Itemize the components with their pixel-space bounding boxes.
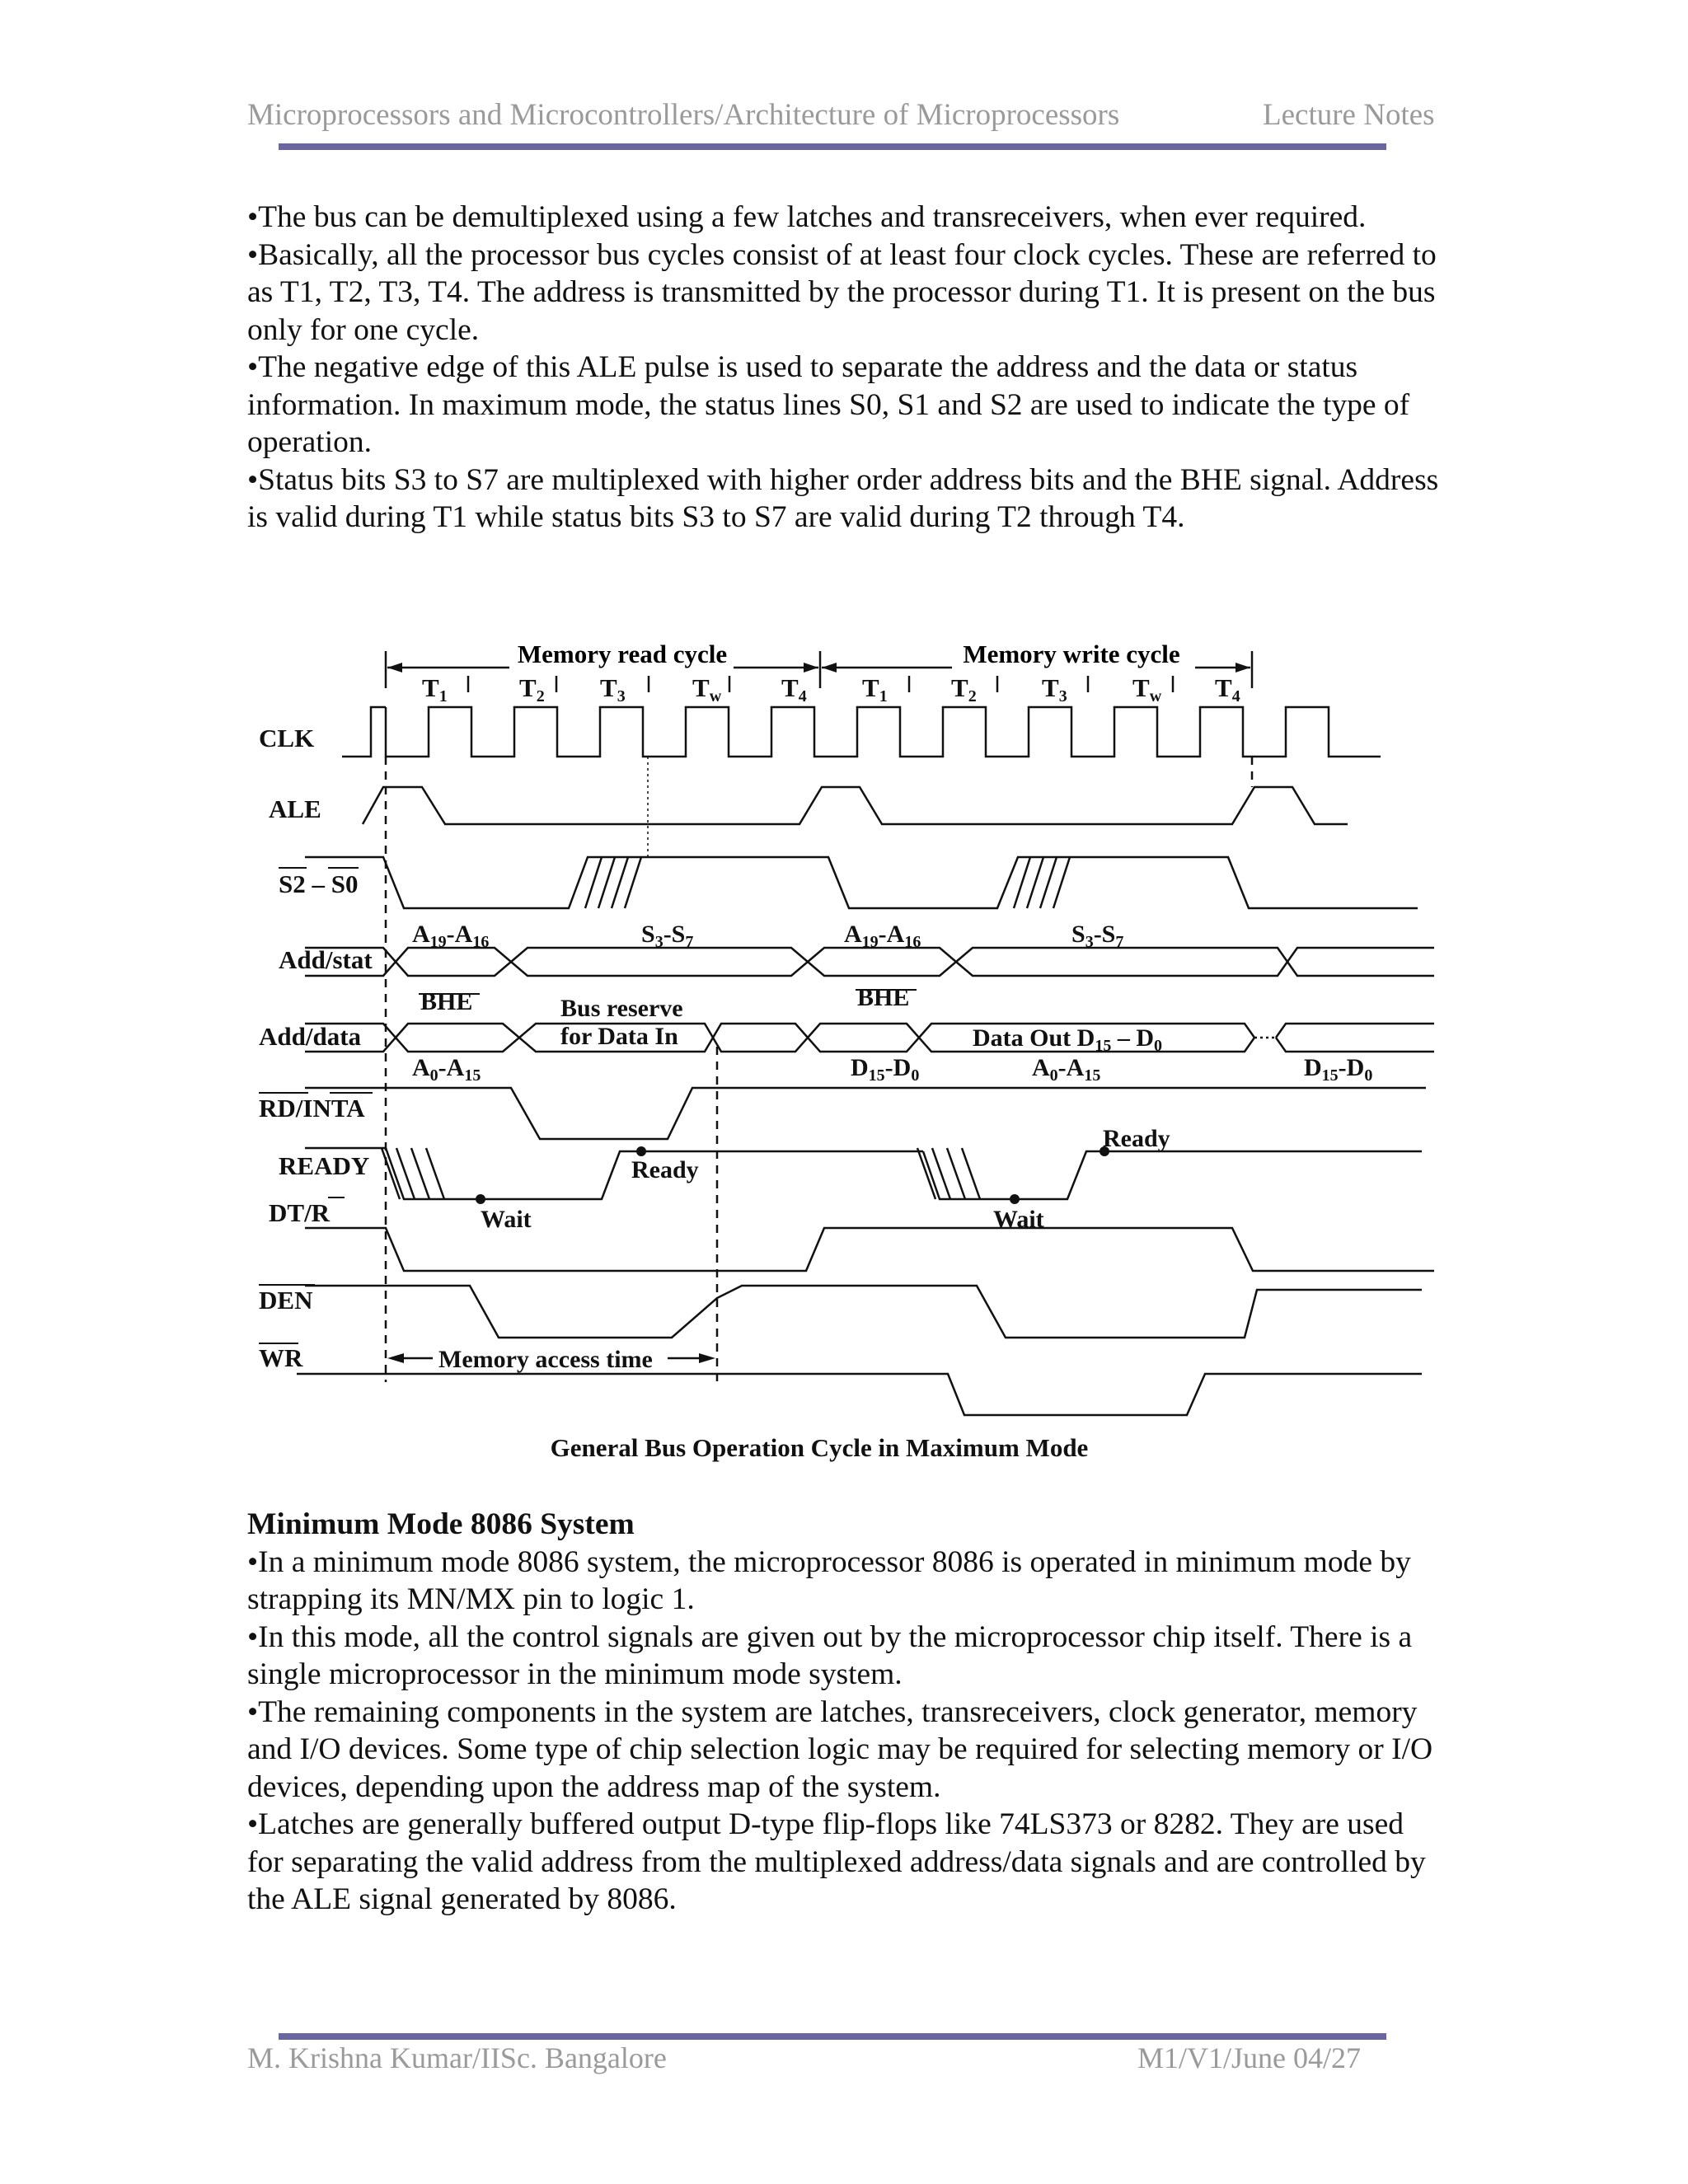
state-t2: T2	[951, 673, 977, 705]
signal-ready: READY	[279, 1151, 370, 1180]
state-t3: T3	[1042, 673, 1067, 705]
minimum-mode-section	[247, 1506, 1442, 1919]
state-tw: Tw	[692, 673, 722, 705]
intro-paragraph: •The bus can be demultiplexed using a few latches and transreceivers, when ever required.	[247, 200, 1367, 234]
state-t1: T1	[422, 673, 448, 705]
intro-paragraph: •The negative edge of this ALE pulse is used to separate the address and the data or status information. In maximum mode, the status lines S0, S1 and S2 are used to indicate the type of operation.	[247, 350, 1410, 459]
state-t3: T3	[600, 673, 626, 705]
footer-rule	[279, 2033, 1386, 2040]
label-bus-reserve: for Data In	[560, 1023, 678, 1050]
signal-ale: ALE	[269, 794, 321, 823]
read-cycle-label: Memory read cycle	[517, 640, 728, 668]
label-wait: Wait	[481, 1206, 532, 1233]
label-ready: Ready	[631, 1156, 699, 1183]
label-bhe: BHE	[857, 984, 910, 1011]
intro-paragraph: •Status bits S3 to S7 are multiplexed with higher order address bits and the BHE signal. Address is valid during T1 while status bits S3 to S7 are valid during T2 through T4.	[247, 462, 1439, 534]
header-rule	[279, 143, 1386, 150]
signal-s2-s0: S2 – S0	[279, 869, 359, 898]
label-ready: Ready	[1103, 1125, 1170, 1152]
label-a0-a15: $A_0-A_{15}$	[1032, 1054, 1101, 1085]
signal-add-stat: Add/stat	[279, 945, 373, 974]
footer-author: M. Krishna Kumar/IISc. Bangalore	[247, 2041, 667, 2074]
bus-timing-diagram	[247, 630, 1442, 1471]
label-memory-access-time: Memory access time	[438, 1346, 653, 1373]
intro-text	[247, 199, 1442, 537]
label-s3-s7: $S_3-S_7$	[1071, 921, 1124, 951]
label-d15-d0: $D_{15}-D_0$	[1304, 1054, 1373, 1085]
state-t1: T1	[862, 673, 888, 705]
signal-dt-r: DT/R	[269, 1198, 331, 1227]
state-tw: Tw	[1132, 673, 1162, 705]
state-t4: T4	[781, 673, 807, 705]
section-heading: Minimum Mode 8086 System	[247, 1507, 635, 1541]
label-wait: Wait	[993, 1206, 1044, 1233]
section-paragraph: •The remaining components in the system are latches, transreceivers, clock generator, memory and I/O devices. Some type of chip selection logic may be required for selecting memory or I/O devices, depending upon the address map of the system.	[247, 1694, 1433, 1804]
signal-add-data: Add/data	[259, 1022, 362, 1051]
header-title: Microprocessors and Microcontrollers/Architecture of Microprocessors	[247, 98, 1120, 132]
signal-wr: WR	[259, 1343, 303, 1372]
label-bhe: BHE	[420, 988, 473, 1015]
signal-den: DEN	[259, 1286, 313, 1315]
intro-paragraph: •Basically, all the processor bus cycles consist of at least four clock cycles. These are referred to as T1, T2, T3, T4. The address is transmitted by the processor during T1. It is present on the bus only for one cycle.	[247, 237, 1437, 347]
write-cycle-label: Memory write cycle	[963, 640, 1180, 668]
state-t2: T2	[519, 673, 545, 705]
label-d15-d0: $D_{15}-D_0$	[851, 1054, 920, 1085]
section-paragraph: •Latches are generally buffered output D-type flip-flops like 74LS373 or 8282. They are used for separating the valid address from the multiplexed address/data signals and are controlled by the ALE signal generated by 8086.	[247, 1807, 1426, 1916]
signal-clk: CLK	[259, 724, 315, 752]
header-label: Lecture Notes	[1263, 98, 1435, 132]
label-bus-reserve: Bus reserve	[560, 995, 683, 1022]
diagram-caption: General Bus Operation Cycle in Maximum Mode	[550, 1433, 1089, 1462]
signal-rd-inta: RD/INTA	[259, 1094, 365, 1122]
label-s3-s7: $S_3-S_7$	[641, 921, 694, 951]
section-paragraph: •In a minimum mode 8086 system, the microprocessor 8086 is operated in minimum mode by strapping its MN/MX pin to logic 1.	[247, 1544, 1411, 1616]
footer-page: M1/V1/June 04/27	[1137, 2041, 1362, 2074]
section-paragraph: •In this mode, all the control signals are given out by the microprocessor chip itself. There is a single microprocessor in the minimum mode system.	[247, 1619, 1413, 1691]
label-a19-a16: $A_{19}-A_{16}$	[844, 921, 921, 951]
label-a19-a16: $A_{19}-A_{16}$	[412, 921, 490, 951]
label-a0-a15: $A_0-A_{15}$	[412, 1054, 481, 1085]
state-t4: T4	[1215, 673, 1240, 705]
label-data-out: Data Out $D_{15} - D_0$	[973, 1024, 1163, 1055]
